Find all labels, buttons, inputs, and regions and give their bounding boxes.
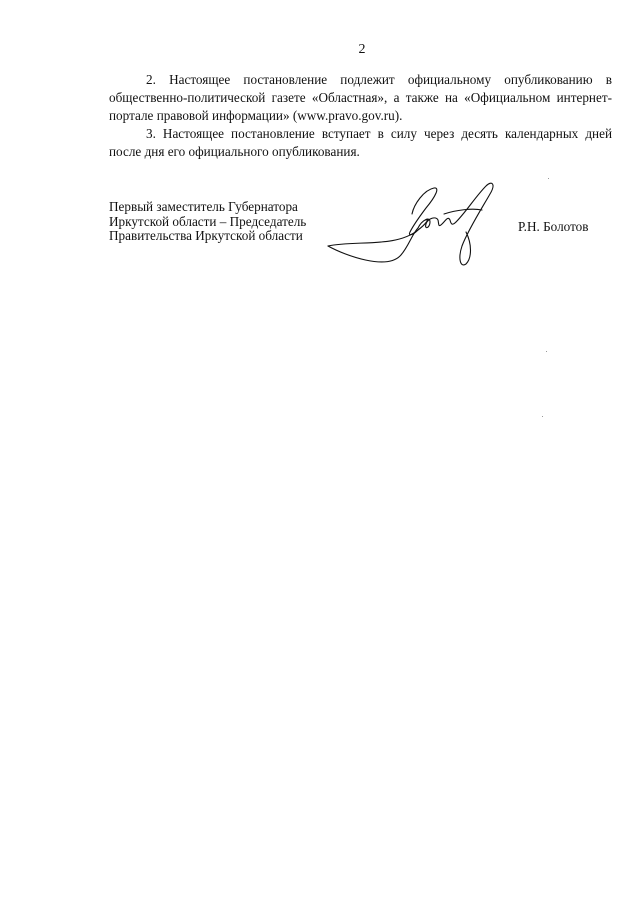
- signatory-name: Р.Н. Болотов: [518, 219, 589, 234]
- scan-speck: [548, 178, 549, 179]
- scan-speck: [546, 351, 547, 352]
- page-number: 2: [358, 42, 366, 57]
- signatory-title-line: Иркутской области – Председатель: [109, 213, 307, 229]
- signatory-title-line: Правительства Иркутской области: [109, 228, 303, 243]
- paragraph-publication: 2. Настоящее постановление подлежит официальному опубликованию в общественно-политической газете «Областная», а также на «Официальном интернет-портале правовой информации» (www.pravo.gov.ru).: [109, 72, 612, 123]
- document-body: [109, 71, 612, 161]
- signatory-title-line: Первый заместитель Губернатора: [109, 199, 298, 214]
- scan-speck: [542, 416, 543, 417]
- handwritten-signature: [326, 174, 496, 270]
- paragraph-entry-into-force: 3. Настоящее постановление вступает в силу через десять календарных дней после дня его официального опубликования.: [109, 126, 612, 159]
